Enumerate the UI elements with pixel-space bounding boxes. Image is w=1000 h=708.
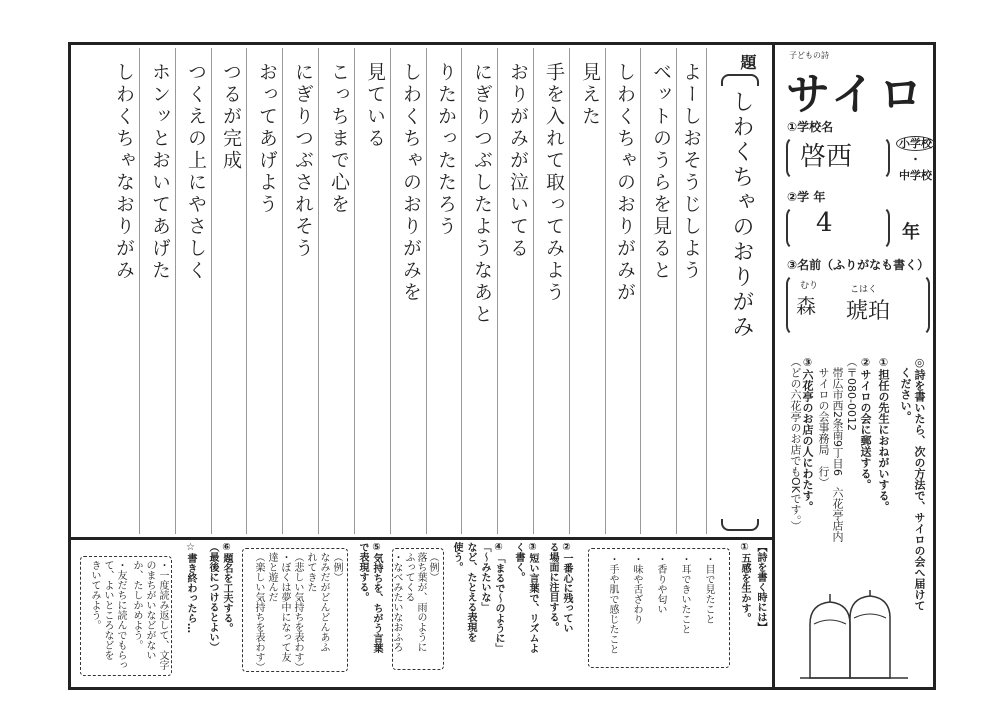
silo-illustration bbox=[800, 590, 910, 680]
tip-4b: 「〜みたいな」 bbox=[479, 542, 490, 612]
poem-line: おってあげよう bbox=[252, 48, 283, 534]
name-given: 琥珀 bbox=[846, 299, 891, 324]
poem-line: しわくちゃなおりがみ bbox=[109, 48, 140, 534]
poem-line: ベットのうらを見ると bbox=[646, 48, 677, 534]
tip-4a: ④「まるで〜のように」 bbox=[493, 542, 504, 653]
tip-1: ①五感を生かす。 bbox=[739, 542, 750, 623]
poem-line: にぎりつぶしたようなあと bbox=[467, 48, 498, 534]
name-family: 森 bbox=[796, 294, 816, 318]
poem-line: ホンッとおいてあげた bbox=[145, 48, 176, 534]
poem-line: よーしおそうじしよう bbox=[676, 48, 707, 534]
poem-title: しわくちゃのおりがみ bbox=[729, 90, 754, 340]
tip-5a: ⑤気持ちを、ちがう言葉 bbox=[371, 542, 382, 653]
grade-value: 4 bbox=[816, 208, 833, 238]
school-type-junior[interactable]: 中学校 bbox=[899, 169, 932, 182]
poem-line: つくえの上にやさしく bbox=[181, 48, 212, 534]
writing-tips: 【詩を書く時には】 ①五感を生かす。 ・目で見たこと ・耳できいたこと ・香りや匂い ・味や舌ざわり ・手や肌で感じたこと ②一番心に残ってい る場面に注目する。 ③短い言葉で、リズムよ く書く。 ④「まるで〜のように」 「〜みたいな」 など、たとえる表現を 使う。 （例） 落ち葉が、雨のように ふってくる ・なべみたいなおふろ ⑤気持ちを、ちがう言葉 で表現する。 （例） なみだがどんどんあふ れてきた （悲しい気持ちを表わす） ・ぼくは夢中になって友 達と遊んだ （楽しい気持ちを表わす） ⑥題名を工夫する。 （最後につけるとよい） ☆書き終わったら… ・一度読み返して、文字 のまちがいなどがない か、たしかめよう。 ・友だちに読んでもらっ て、よいところなどを きいてみよう。 bbox=[74, 542, 768, 686]
poem-line: おりがみが泣いてる bbox=[503, 48, 534, 534]
school-type-elementary[interactable]: 小学校 bbox=[896, 136, 935, 151]
tips-divider bbox=[68, 537, 775, 540]
school-label: ①学校名 bbox=[787, 120, 834, 134]
tip-4c: など、たとえる表現を bbox=[465, 542, 476, 642]
grade-label: ②学 年 bbox=[787, 190, 826, 204]
tips-heading: 【詩を書く時には】 bbox=[755, 542, 766, 632]
title-bracket-top bbox=[721, 74, 759, 86]
tip-2a: ②一番心に残ってい bbox=[561, 542, 572, 633]
tip-6a: ⑥題名を工夫する。 bbox=[221, 542, 232, 633]
tip-4d: 使う。 bbox=[451, 542, 462, 572]
poem-line: 見ている bbox=[360, 48, 391, 534]
school-type-options bbox=[896, 136, 935, 184]
school-value: 啓西 bbox=[800, 142, 853, 172]
tip-3b: く書く。 bbox=[513, 542, 524, 582]
brand-logo: サイロ bbox=[786, 69, 927, 120]
title-label: 題 bbox=[738, 54, 757, 70]
name-label: ③名前（ふりがなも書く） bbox=[787, 258, 930, 272]
panel-divider bbox=[772, 42, 775, 690]
grade-field[interactable] bbox=[786, 206, 890, 250]
tip-6b: （最後につけるとよい） bbox=[207, 542, 218, 652]
tip-7: ☆書き終わったら… bbox=[185, 542, 196, 633]
grade-suffix: 年 bbox=[902, 222, 920, 243]
tip-3a: ③短い言葉で、リズムよ bbox=[527, 542, 538, 653]
name-furigana-given: こはく bbox=[850, 285, 878, 295]
poem-line: しわくちゃのおりがみが bbox=[610, 48, 641, 534]
poem-line: しわくちゃのおりがみを bbox=[396, 48, 427, 534]
title-bracket-bottom bbox=[721, 519, 759, 531]
name-furigana-family: むり bbox=[800, 281, 819, 291]
submission-instructions: ◎詩を書いたら、次の方法で、サイロの会へ届けて ください。 ①担任の先生におねがいする。 ②サイロの会に郵送する。 （〒080-0012 帯広市西2条南9丁目6 六花亭店内 サイロの会事務局 行） ③六花亭のお店の人にわたす。 （どの六花亭のお店でもOKです。） bbox=[789, 356, 926, 611]
poem-line: にぎりつぶされそう bbox=[288, 48, 319, 534]
poem-line: こっちまで心を bbox=[324, 48, 355, 534]
poem-line: りたかったたろう bbox=[431, 48, 462, 534]
tip-2b: る場面に注目する。 bbox=[547, 542, 558, 632]
tip-5b: で表現する。 bbox=[357, 542, 368, 602]
brand-subtitle: 子どもの詩 bbox=[789, 51, 829, 60]
poem-body bbox=[86, 48, 706, 534]
poem-line: 手を入れて取ってみよう bbox=[539, 48, 570, 534]
school-type-separator: ・ bbox=[910, 153, 921, 166]
poem-line: つるが完成 bbox=[216, 48, 247, 534]
poem-line: 見えた bbox=[575, 48, 606, 534]
